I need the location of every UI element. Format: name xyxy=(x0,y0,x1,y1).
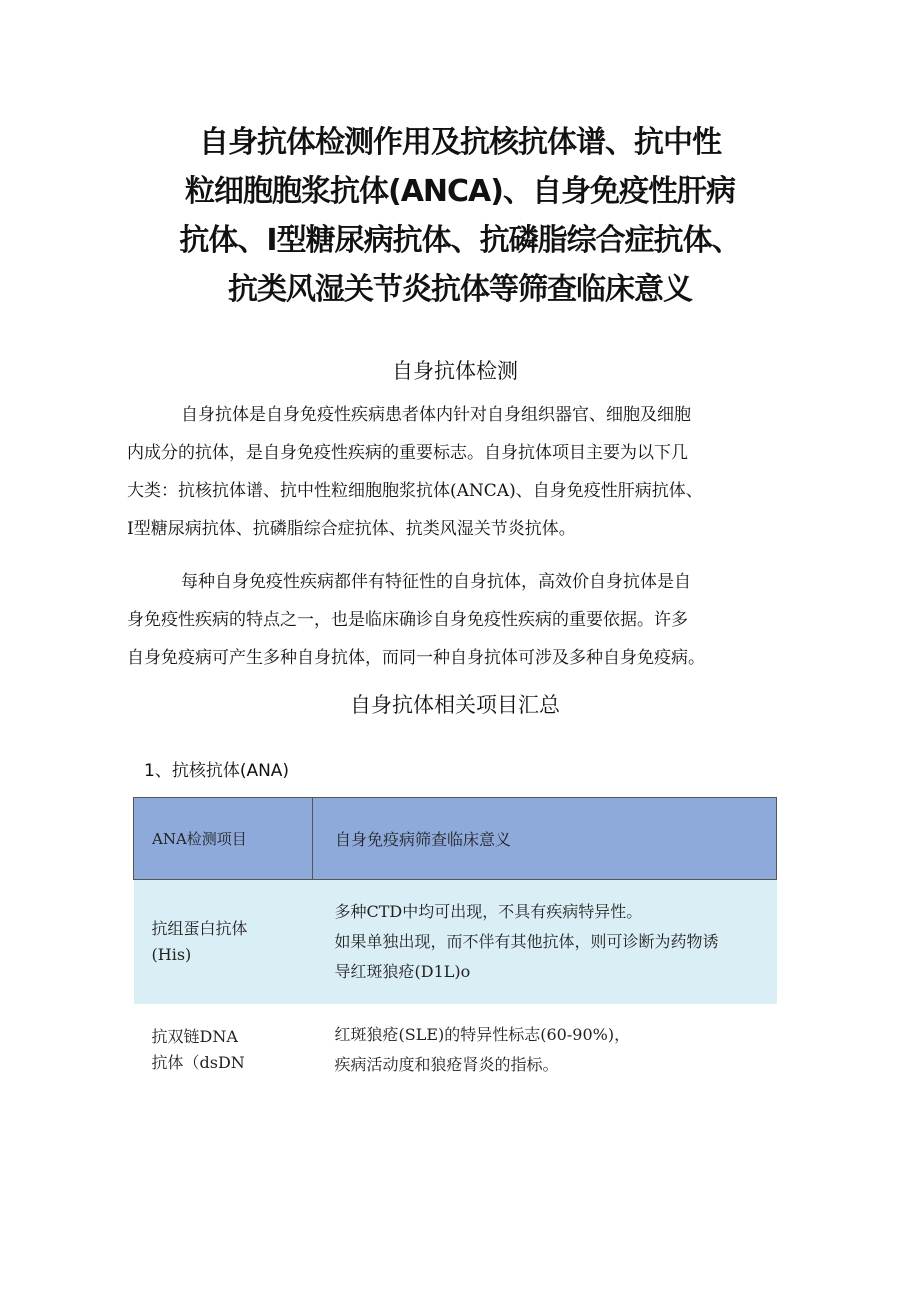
paragraph-line: 每种自身免疫性疾病都伴有特征性的自身抗体，高效价自身抗体是自 xyxy=(181,572,691,592)
cell-line: (His) xyxy=(151,944,192,964)
cell-item xyxy=(134,880,313,1004)
paragraph-line: I型糖尿病抗体、抗磷脂综合症抗体、抗类风湿关节炎抗体。 xyxy=(127,519,576,539)
table-header-row xyxy=(134,798,777,880)
cell-line: 红斑狼疮(SLE)的特异性标志(60-90%)， xyxy=(334,1024,631,1044)
cell-item xyxy=(134,1004,313,1096)
cell-line: 疾病活动度和狼疮肾炎的指标。 xyxy=(334,1054,559,1074)
paragraph-line: 身免疫性疾病的特点之一，也是临床确诊自身免疫性疾病的重要依据。许多 xyxy=(127,610,688,630)
cell-line: 多种CTD中均可出现，不具有疾病特异性。 xyxy=(334,901,643,921)
characteristics-paragraph xyxy=(127,563,797,677)
cell-meaning xyxy=(313,1004,777,1096)
cell-meaning xyxy=(313,880,777,1004)
cell-line: 导红斑狼疮(D1L)o xyxy=(334,961,471,981)
cell-line: 抗组蛋白抗体 xyxy=(151,918,248,938)
cell-line: 抗双链DNA xyxy=(151,1026,238,1046)
title-line-1: 自身抗体检测作用及抗核抗体谱、抗中性 xyxy=(199,125,721,160)
paragraph-line: 大类：抗核抗体谱、抗中性粒细胞胞浆抗体(ANCA)、自身免疫性肝病抗体、 xyxy=(127,481,703,501)
title-line-4: 抗类风湿关节炎抗体等筛查临床意义 xyxy=(228,272,692,307)
ana-table xyxy=(133,797,777,1096)
paragraph-line: 内成分的抗体，是自身免疫性疾病的重要标志。自身抗体项目主要为以下几 xyxy=(127,443,688,463)
section-heading-autoantibody-test: 自身抗体检测 xyxy=(392,359,518,383)
table-row xyxy=(134,880,777,1004)
paragraph-line: 自身抗体是自身免疫性疾病患者体内针对自身组织器官、细胞及细胞 xyxy=(181,405,691,425)
cell-line: 抗体（dsDN xyxy=(151,1052,245,1072)
header-cell-meaning: 自身免疫病筛查临床意义 xyxy=(313,798,777,880)
section-heading-summary: 自身抗体相关项目汇总 xyxy=(350,693,560,717)
paragraph-line: 自身免疫病可产生多种自身抗体，而同一种自身抗体可涉及多种自身免疫病。 xyxy=(127,648,705,668)
intro-paragraph xyxy=(127,396,797,548)
document-title xyxy=(110,118,810,314)
subheading-ana: 1、抗核抗体(ANA) xyxy=(144,761,290,781)
table-row xyxy=(134,1004,777,1096)
title-line-2: 粒细胞胞浆抗体(ANCA)、自身免疫性肝病 xyxy=(185,174,735,209)
header-cell-item: ANA检测项目 xyxy=(134,798,313,880)
cell-line: 如果单独出现，而不伴有其他抗体，则可诊断为药物诱 xyxy=(334,931,719,951)
title-line-3: 抗体、I型糖尿病抗体、抗磷脂综合症抗体、 xyxy=(179,223,741,258)
